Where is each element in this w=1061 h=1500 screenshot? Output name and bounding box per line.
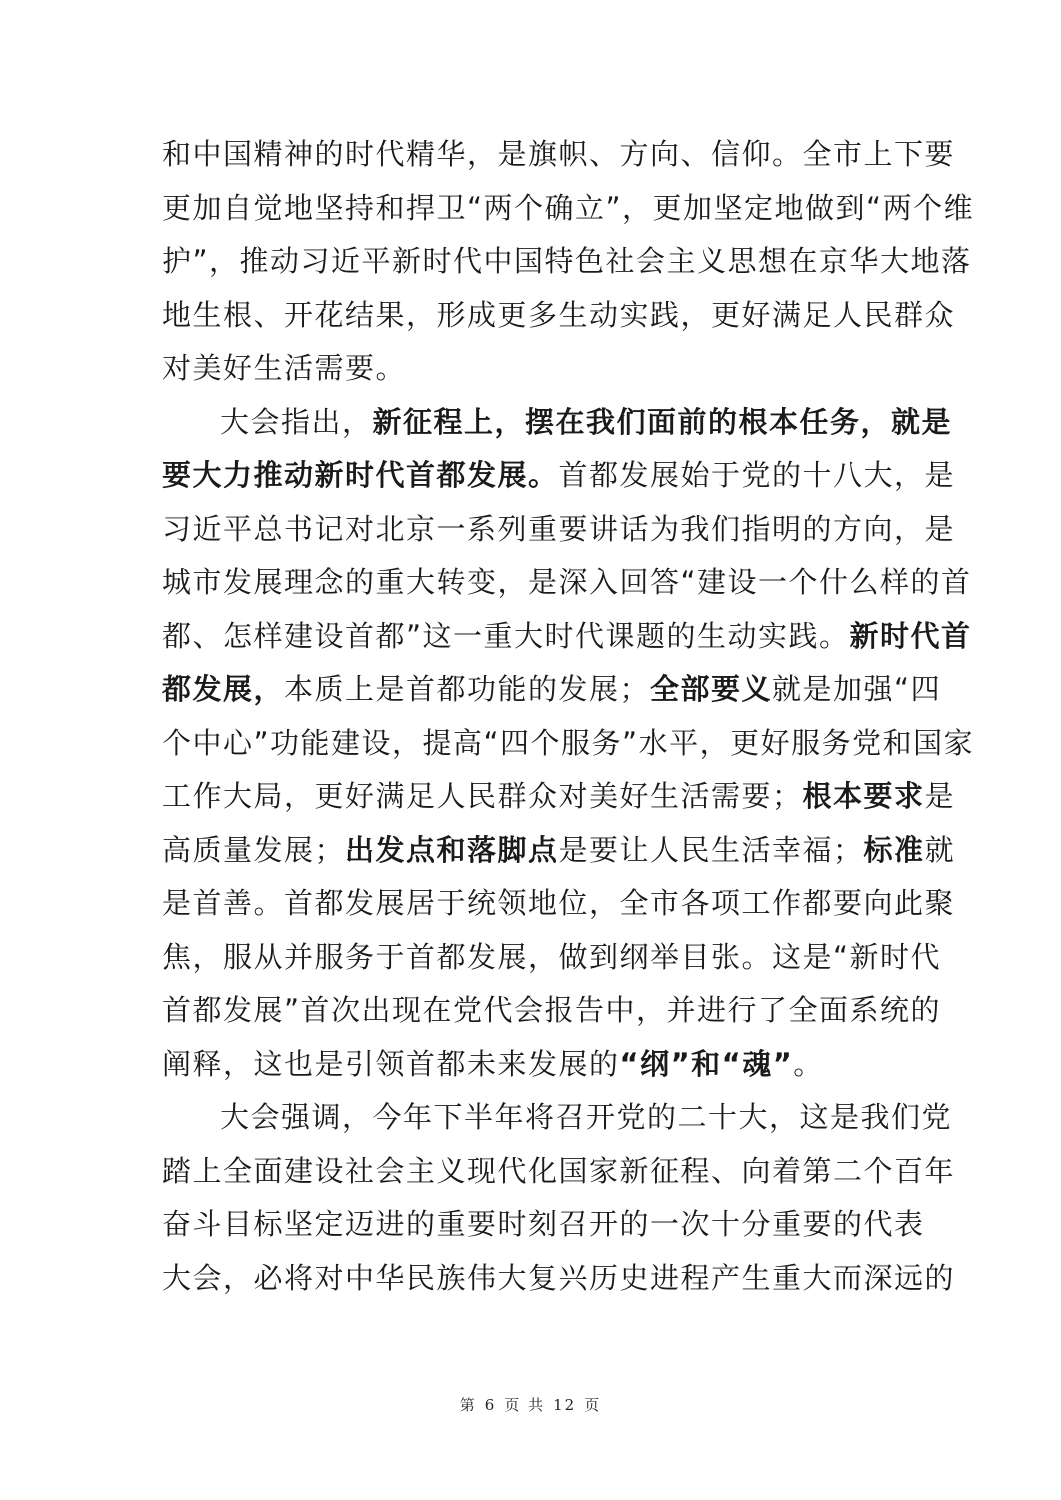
p2-line-1 [162, 396, 953, 450]
p2-l6-text-1: 本质上是首都功能的发展； [284, 672, 651, 706]
p2-line-5 [162, 610, 972, 664]
p2-l5-text: 都、怎样建设首都”这一重大时代课题的生动实践。 [162, 618, 850, 653]
p2-l1-bold: 新征程上，摆在我们面前的根本任务，就是 [372, 404, 953, 439]
p3-line-1: 大会强调，今年下半年将召开党的二十大，这是我们党 [220, 1100, 953, 1134]
p2-l9-text-3: 就 [924, 832, 956, 867]
footer-mid: 页 共 [504, 1396, 546, 1414]
p2-l9-bold-2: 标准 [863, 832, 925, 867]
p3-line-4: 大会，必将对中华民族伟大复兴历史进程产生重大而深远的 [162, 1260, 956, 1295]
p2-line-9 [162, 824, 956, 878]
p2-line-4: 城市发展理念的重大转变，是深入回答“建设一个什么样的首 [162, 565, 972, 599]
p2-line-3: 习近平总书记对北京一系列重要讲话为我们指明的方向，是 [162, 511, 956, 546]
p1-line-5: 对美好生活需要。 [162, 351, 407, 385]
p2-l6-bold-2: 全部要义 [650, 672, 773, 706]
p2-l1-lead: 大会指出， [220, 404, 373, 439]
p3-line-3: 奋斗目标坚定迈进的重要时刻召开的一次十分重要的代表 [162, 1207, 925, 1241]
p2-line-10: 是首善。首都发展居于统领地位，全市各项工作都要向此聚 [162, 886, 956, 920]
p2-l13-bold: “纲”和“魂” [619, 1046, 794, 1081]
footer-current-page: 6 [484, 1396, 497, 1414]
p2-line-2 [162, 449, 956, 503]
p1-line-2: 更加自觉地坚持和捍卫“两个确立”，更加坚定地做到“两个维 [162, 190, 975, 225]
footer-prefix: 第 [459, 1396, 477, 1414]
body-text [162, 128, 975, 1305]
p2-line-6 [162, 663, 942, 717]
p2-l2-bold: 要大力推动新时代首都发展。 [162, 458, 559, 492]
p2-l6-bold-1: 都发展， [162, 672, 285, 706]
p2-line-13 [162, 1038, 902, 1092]
p1-line-1: 和中国精神的时代精华，是旗帜、方向、信仰。全市上下要 [162, 137, 956, 171]
p2-line-8 [162, 770, 956, 824]
p2-l9-text-1: 高质量发展； [162, 832, 346, 867]
footer-total-pages: 12 [553, 1396, 577, 1414]
p2-l9-bold-1: 出发点和落脚点 [345, 832, 559, 867]
p2-l8-text-2: 是 [924, 779, 956, 813]
p2-line-7: 个中心”功能建设，提高“四个服务”水平，更好服务党和国家 [162, 725, 975, 760]
p2-l13-text-2: 。 [793, 1046, 824, 1081]
p2-l8-bold: 根本要求 [802, 779, 925, 813]
p2-l13-text-1: 阐释，这也是引领首都未来发展的 [162, 1046, 620, 1081]
p1-line-4: 地生根、开花结果，形成更多生动实践，更好满足人民群众 [162, 297, 956, 332]
p2-l6-text-2: 就是加强“四 [772, 672, 942, 706]
p2-line-12: 首都发展”首次出现在党代会报告中，并进行了全面系统的 [162, 993, 942, 1027]
page-footer [0, 1394, 1061, 1415]
p2-line-11: 焦，服从并服务于首都发展，做到纲举目张。这是“新时代 [162, 939, 942, 974]
p1-line-3: 护”，推动习近平新时代中国特色社会主义思想在京华大地落 [162, 244, 972, 278]
p2-l2-text: 首都发展始于党的十八大，是 [558, 458, 956, 492]
footer-suffix: 页 [584, 1396, 602, 1414]
p2-l8-text-1: 工作大局，更好满足人民群众对美好生活需要； [162, 779, 803, 813]
p2-l9-text-2: 是要让人民生活幸福； [558, 832, 864, 867]
p3-line-2: 踏上全面建设社会主义现代化国家新征程、向着第二个百年 [162, 1153, 956, 1188]
p2-l5-bold: 新时代首 [849, 618, 972, 653]
